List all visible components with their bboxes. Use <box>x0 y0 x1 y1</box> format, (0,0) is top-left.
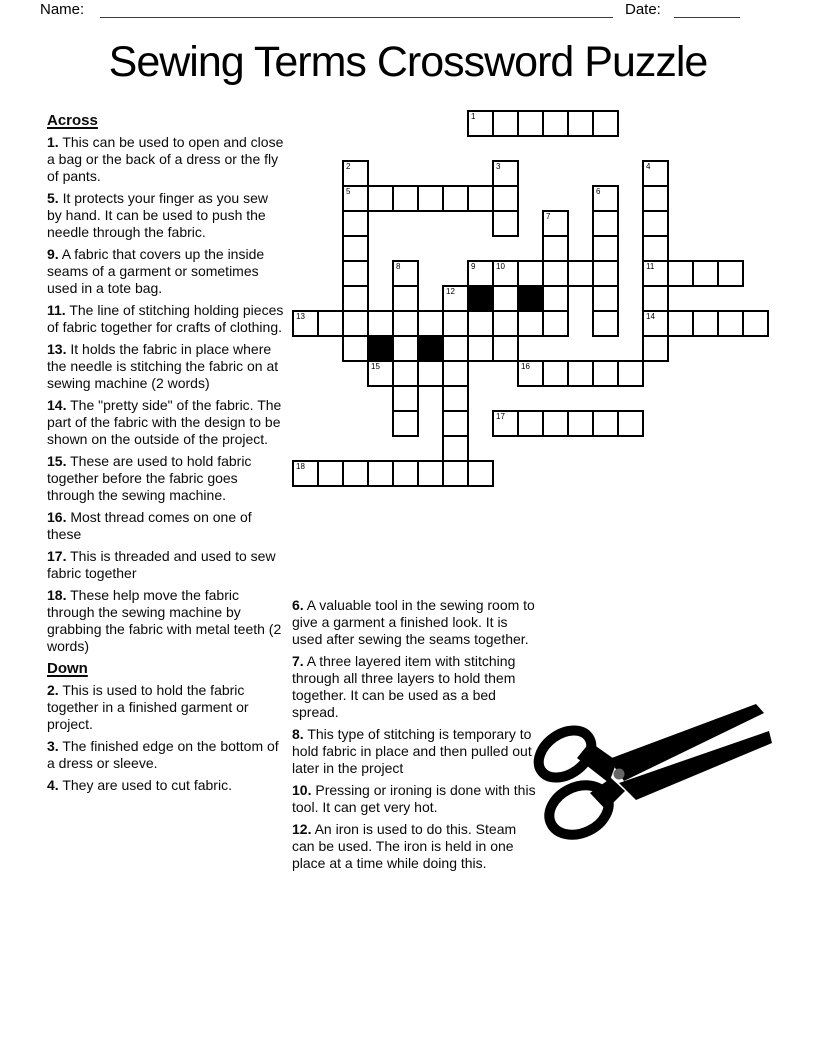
grid-cell[interactable] <box>367 360 394 387</box>
grid-cell[interactable] <box>542 210 569 237</box>
clue-number: 15. <box>47 453 67 469</box>
clues-down-column <box>292 597 538 877</box>
clue-number: 8. <box>292 726 304 742</box>
grid-cell[interactable] <box>442 410 469 437</box>
clue-number: 2. <box>47 682 59 698</box>
grid-cell[interactable] <box>492 310 519 337</box>
clue-across-11: 11. The line of stitching holding pieces of fabric together for crafts of clothing. <box>47 302 284 335</box>
grid-cell[interactable] <box>592 360 619 387</box>
name-date-bar <box>0 0 816 24</box>
grid-cell[interactable] <box>467 185 494 212</box>
grid-cell[interactable] <box>392 185 419 212</box>
cell-number: 4 <box>646 162 651 171</box>
clue-number: 10. <box>292 782 312 798</box>
grid-cell[interactable] <box>567 360 594 387</box>
name-label: Name: <box>40 1 85 18</box>
grid-cell[interactable] <box>517 360 544 387</box>
grid-cell[interactable] <box>517 110 544 137</box>
cell-number: 3 <box>496 162 501 171</box>
across-heading: Across <box>47 112 98 129</box>
grid-cell-black <box>517 285 544 312</box>
grid-cell[interactable] <box>392 360 419 387</box>
grid-cell[interactable] <box>592 210 619 237</box>
grid-cell[interactable] <box>567 260 594 287</box>
grid-cell[interactable] <box>467 310 494 337</box>
grid-cell[interactable] <box>542 310 569 337</box>
date-fill-line[interactable] <box>674 17 740 18</box>
grid-cell[interactable] <box>492 410 519 437</box>
grid-cell[interactable] <box>342 310 369 337</box>
grid-cell[interactable] <box>492 285 519 312</box>
grid-cell[interactable] <box>292 460 319 487</box>
grid-cell[interactable] <box>342 210 369 237</box>
grid-cell[interactable] <box>492 260 519 287</box>
grid-cell-black <box>367 335 394 362</box>
grid-cell[interactable] <box>392 385 419 412</box>
grid-cell[interactable] <box>542 360 569 387</box>
grid-cell[interactable] <box>592 410 619 437</box>
grid-cell[interactable] <box>692 260 719 287</box>
grid-cell[interactable] <box>592 310 619 337</box>
cell-number: 2 <box>346 162 351 171</box>
clue-number: 3. <box>47 738 59 754</box>
clue-down-4: 4. They are used to cut fabric. <box>47 777 232 793</box>
clue-across-5: 5. It protects your finger as you sew by hand. It can be used to push the needle through the fabric. <box>47 190 269 240</box>
grid-cell[interactable] <box>442 435 469 462</box>
clue-number: 18. <box>47 587 67 603</box>
clue-number: 16. <box>47 509 67 525</box>
grid-cell[interactable] <box>692 310 719 337</box>
grid-cell[interactable] <box>517 260 544 287</box>
clue-number: 9. <box>47 246 59 262</box>
grid-cell[interactable] <box>642 160 669 187</box>
grid-cell[interactable] <box>417 460 444 487</box>
grid-cell[interactable] <box>517 410 544 437</box>
cell-number: 17 <box>496 412 505 421</box>
grid-cell-black <box>467 285 494 312</box>
grid-cell[interactable] <box>542 110 569 137</box>
clue-number: 1. <box>47 134 59 150</box>
grid-cell[interactable] <box>667 310 694 337</box>
cell-number: 7 <box>546 212 551 221</box>
grid-cell[interactable] <box>617 410 644 437</box>
grid-cell[interactable] <box>367 310 394 337</box>
clue-across-18: 18. These help move the fabric through the sewing machine by grabbing the fabric with metal teeth (2 words) <box>47 587 282 654</box>
cell-number: 9 <box>471 262 476 271</box>
grid-cell[interactable] <box>442 460 469 487</box>
cell-number: 18 <box>296 462 305 471</box>
grid-cell[interactable] <box>467 460 494 487</box>
cell-number: 12 <box>446 287 455 296</box>
grid-cell[interactable] <box>667 260 694 287</box>
clue-across-17: 17. This is threaded and used to sew fabric together <box>47 548 276 581</box>
grid-cell[interactable] <box>342 285 369 312</box>
grid-cell[interactable] <box>392 335 419 362</box>
scissors-icon <box>524 698 774 848</box>
grid-cell[interactable] <box>442 335 469 362</box>
cell-number: 16 <box>521 362 530 371</box>
clue-number: 11. <box>47 302 66 318</box>
down-heading: Down <box>47 660 88 677</box>
grid-cell[interactable] <box>442 360 469 387</box>
clue-number: 17. <box>47 548 67 564</box>
grid-cell[interactable] <box>642 335 669 362</box>
cell-number: 1 <box>471 112 476 121</box>
grid-cell[interactable] <box>542 410 569 437</box>
grid-cell[interactable] <box>442 185 469 212</box>
clue-number: 7. <box>292 653 304 669</box>
grid-cell[interactable] <box>317 310 344 337</box>
grid-cell[interactable] <box>717 260 744 287</box>
grid-cell[interactable] <box>542 285 569 312</box>
grid-cell[interactable] <box>367 460 394 487</box>
grid-cell[interactable] <box>342 260 369 287</box>
clue-number: 6. <box>292 597 304 613</box>
clue-across-14: 14. The "pretty side" of the fabric. The part of the fabric with the design to be shown on the outside of the project. <box>47 397 282 447</box>
grid-cell[interactable] <box>392 410 419 437</box>
grid-cell[interactable] <box>492 210 519 237</box>
grid-cell[interactable] <box>642 210 669 237</box>
grid-cell[interactable] <box>592 285 619 312</box>
grid-cell[interactable] <box>342 160 369 187</box>
grid-cell[interactable] <box>642 310 669 337</box>
grid-cell-black <box>417 335 444 362</box>
clue-down-10: 10. Pressing or ironing is done with this tool. It can get very hot. <box>292 782 536 815</box>
cell-number: 6 <box>596 187 601 196</box>
grid-cell[interactable] <box>542 260 569 287</box>
grid-cell[interactable] <box>717 310 744 337</box>
grid-cell[interactable] <box>567 110 594 137</box>
grid-cell[interactable] <box>417 185 444 212</box>
grid-cell[interactable] <box>417 360 444 387</box>
grid-cell[interactable] <box>292 310 319 337</box>
grid-cell[interactable] <box>392 310 419 337</box>
grid-cell[interactable] <box>442 310 469 337</box>
grid-cell[interactable] <box>492 185 519 212</box>
grid-cell[interactable] <box>592 260 619 287</box>
grid-cell[interactable] <box>342 185 369 212</box>
grid-cell[interactable] <box>542 235 569 262</box>
clue-number: 4. <box>47 777 59 793</box>
cell-number: 10 <box>496 262 505 271</box>
clues-left-column <box>47 110 285 799</box>
grid-cell[interactable] <box>592 235 619 262</box>
name-fill-line[interactable] <box>100 17 613 18</box>
clue-across-1: 1. This can be used to open and close a bag or the back of a dress or the fly of pants. <box>47 134 284 184</box>
clue-across-13: 13. It holds the fabric in place where the needle is stitching the fabric on at sewing machine (2 words) <box>47 341 279 391</box>
clue-across-16: 16. Most thread comes on one of these <box>47 509 252 542</box>
crossword-grid <box>292 110 770 488</box>
clue-down-12: 12. An iron is used to do this. Steam can be used. The iron is held in one place at a time while doing this. <box>292 821 517 871</box>
grid-cell[interactable] <box>492 110 519 137</box>
cell-number: 15 <box>371 362 380 371</box>
date-label: Date: <box>625 1 661 18</box>
grid-cell[interactable] <box>592 185 619 212</box>
grid-cell[interactable] <box>642 285 669 312</box>
cell-number: 14 <box>646 312 655 321</box>
grid-cell[interactable] <box>642 185 669 212</box>
cell-number: 11 <box>646 262 655 271</box>
grid-cell[interactable] <box>442 385 469 412</box>
page-title: Sewing Terms Crossword Puzzle <box>108 38 708 86</box>
grid-cell[interactable] <box>417 310 444 337</box>
grid-cell[interactable] <box>517 310 544 337</box>
cell-number: 5 <box>346 187 351 196</box>
grid-cell[interactable] <box>642 235 669 262</box>
clue-number: 5. <box>47 190 59 206</box>
clue-down-8: 8. This type of stitching is temporary to hold fabric in place and then pulled out later in the project <box>292 726 532 776</box>
grid-cell[interactable] <box>467 335 494 362</box>
grid-cell[interactable] <box>392 285 419 312</box>
clue-down-7: 7. A three layered item with stitching through all three layers to hold them together. It can be used as a bed spread. <box>292 653 516 720</box>
grid-cell[interactable] <box>342 235 369 262</box>
grid-cell[interactable] <box>342 460 369 487</box>
clue-down-3: 3. The finished edge on the bottom of a dress or sleeve. <box>47 738 279 771</box>
grid-cell[interactable] <box>492 160 519 187</box>
grid-cell[interactable] <box>392 260 419 287</box>
clue-across-9: 9. A fabric that covers up the inside seams of a garment or sometimes used in a tote bag. <box>47 246 265 296</box>
grid-cell[interactable] <box>642 260 669 287</box>
grid-cell[interactable] <box>742 310 769 337</box>
grid-cell[interactable] <box>567 410 594 437</box>
cell-number: 13 <box>296 312 305 321</box>
grid-cell[interactable] <box>617 360 644 387</box>
grid-cell[interactable] <box>592 110 619 137</box>
grid-cell[interactable] <box>367 185 394 212</box>
clue-number: 14. <box>47 397 67 413</box>
clue-across-15: 15. These are used to hold fabric together before the fabric goes through the sewing machine. <box>47 453 252 503</box>
grid-cell[interactable] <box>492 335 519 362</box>
clue-down-2: 2. This is used to hold the fabric together in a finished garment or project. <box>47 682 249 732</box>
clue-down-6: 6. A valuable tool in the sewing room to give a garment a finished look. It is used after sewing the seams together. <box>292 597 535 647</box>
grid-cell[interactable] <box>392 460 419 487</box>
cell-number: 8 <box>396 262 401 271</box>
grid-cell[interactable] <box>467 260 494 287</box>
grid-cell[interactable] <box>442 285 469 312</box>
grid-cell[interactable] <box>342 335 369 362</box>
clue-number: 12. <box>292 821 312 837</box>
grid-cell[interactable] <box>467 110 494 137</box>
grid-cell[interactable] <box>317 460 344 487</box>
clue-number: 13. <box>47 341 67 357</box>
